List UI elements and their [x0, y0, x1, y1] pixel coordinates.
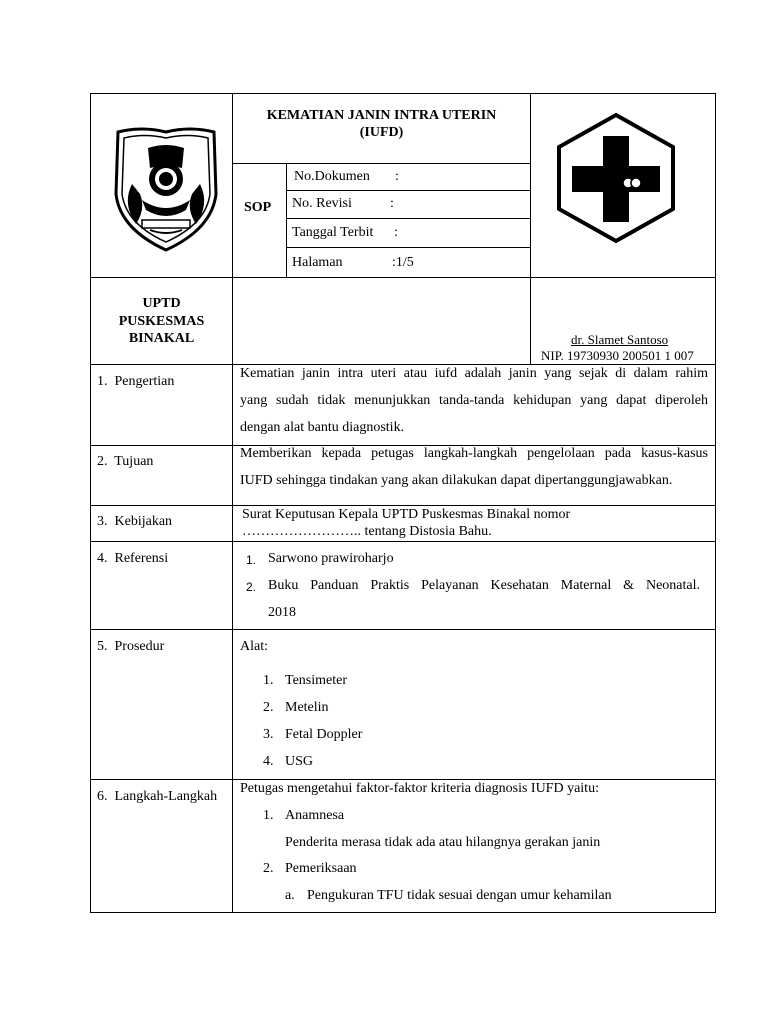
meta-row-line-2 — [286, 218, 531, 219]
meta-label-no-dokumen: No.Dokumen — [294, 169, 370, 184]
langkah-item-2-number: 2. — [263, 861, 274, 876]
pengertian-line-1: Kematian janin intra uteri atau iufd adalah janin yang sejak di dalam rahim — [240, 366, 708, 381]
row-line-pengertian — [90, 364, 716, 365]
langkah-item-1-detail: Penderita merasa tidak ada atau hilangnya gerakan janin — [285, 835, 601, 850]
referensi-item-1: Sarwono prawiroharjo — [268, 551, 394, 566]
pengertian-line-3: dengan alat bantu diagnostik. — [240, 420, 405, 435]
prosedur-item-1-number: 1. — [263, 673, 274, 688]
kebijakan-line-1: Surat Keputusan Kepala UPTD Puskesmas Binakal nomor — [242, 507, 571, 522]
referensi-item-2-number: 2. — [246, 580, 257, 594]
header-bottom-line — [90, 277, 716, 278]
referensi-item-2: Buku Panduan Praktis Pelayanan Kesehatan Maternal & Neonatal. — [268, 578, 700, 593]
prosedur-item-2-number: 2. — [263, 700, 274, 715]
tujuan-line-1: Memberikan kepada petugas langkah-langkah pengelolaan pada kasus-kasus — [240, 446, 708, 461]
prosedur-item-3-number: 3. — [263, 727, 274, 742]
title-divider — [232, 163, 531, 164]
section-label-langkah: 6. Langkah-Langkah — [97, 789, 218, 804]
org-line-1: UPTD — [142, 296, 181, 311]
sop-label: SOP — [244, 200, 272, 215]
prosedur-item-3: Fetal Doppler — [285, 727, 363, 742]
langkah-item-2: Pemeriksaan — [285, 861, 357, 876]
document-title — [233, 108, 530, 142]
puskesmas-logo — [555, 112, 677, 244]
langkah-item-1-number: 1. — [263, 808, 274, 823]
referensi-item-1-number: 1. — [246, 553, 257, 567]
org-line-2: PUSKESMAS — [118, 313, 205, 329]
kebijakan-line-2: …………………….. tentang Distosia Bahu. — [242, 524, 492, 539]
header-divider-1 — [232, 93, 233, 913]
meta-label-tanggal-terbit: Tanggal Terbit — [292, 225, 374, 240]
section-label-referensi: 4. Referensi — [97, 551, 169, 566]
meta-sep-no-dokumen: : — [395, 169, 399, 184]
prosedur-item-1: Tensimeter — [285, 673, 347, 688]
prosedur-item-4: USG — [285, 754, 314, 769]
meta-value-halaman — [392, 255, 414, 272]
meta-sep-halaman: : — [392, 255, 396, 270]
regency-seal-logo — [112, 124, 220, 252]
header-divider-sop — [286, 163, 287, 278]
langkah-item-2a-letter: a. — [285, 888, 295, 903]
langkah-item-1: Anamnesa — [285, 808, 345, 823]
meta-page-number: 1/5 — [395, 255, 414, 270]
langkah-intro: Petugas mengetahui faktor-faktor kriteria diagnosis IUFD yaitu: — [240, 781, 599, 796]
section-label-prosedur: 5. Prosedur — [97, 639, 165, 654]
section-label-tujuan: 2. Tujuan — [97, 454, 154, 469]
meta-label-no-revisi: No. Revisi — [292, 196, 352, 211]
row-line-langkah — [90, 779, 716, 780]
organization-name — [91, 295, 232, 348]
row-line-kebijakan — [90, 505, 716, 506]
langkah-item-2a: Pengukuran TFU tidak sesuai dengan umur kehamilan — [307, 888, 612, 903]
prosedur-item-4-number: 4. — [263, 754, 274, 769]
section-label-pengertian: 1. Pengertian — [97, 374, 175, 389]
referensi-item-2-cont: 2018 — [268, 605, 296, 620]
meta-row-line-1 — [286, 190, 531, 191]
row-line-referensi — [90, 541, 716, 542]
signer-nip: NIP. 19730930 200501 1 007 — [541, 348, 694, 363]
document-title-line2: (IUFD) — [359, 124, 404, 140]
meta-label-halaman: Halaman — [292, 255, 343, 270]
org-line-3: BINAKAL — [128, 331, 195, 346]
tujuan-line-2: IUFD sehingga tindakan yang akan dilakukan dapat dipertanggungjawabkan. — [240, 473, 673, 488]
section-label-kebijakan: 3. Kebijakan — [97, 514, 173, 529]
pengertian-line-2: yang sudah tidak menunjukkan tanda-tanda kehidupan yang dapat diperoleh — [240, 393, 708, 408]
prosedur-item-2: Metelin — [285, 700, 329, 715]
header-divider-2 — [530, 93, 531, 365]
row-line-prosedur — [90, 629, 716, 630]
prosedur-intro: Alat: — [240, 639, 268, 654]
signer-name: dr. Slamet Santoso — [571, 332, 669, 347]
meta-sep-no-revisi: : — [390, 196, 394, 211]
document-title-line1: KEMATIAN JANIN INTRA UTERIN — [266, 108, 497, 123]
meta-row-line-3 — [286, 247, 531, 248]
meta-sep-tanggal-terbit: : — [394, 225, 398, 240]
